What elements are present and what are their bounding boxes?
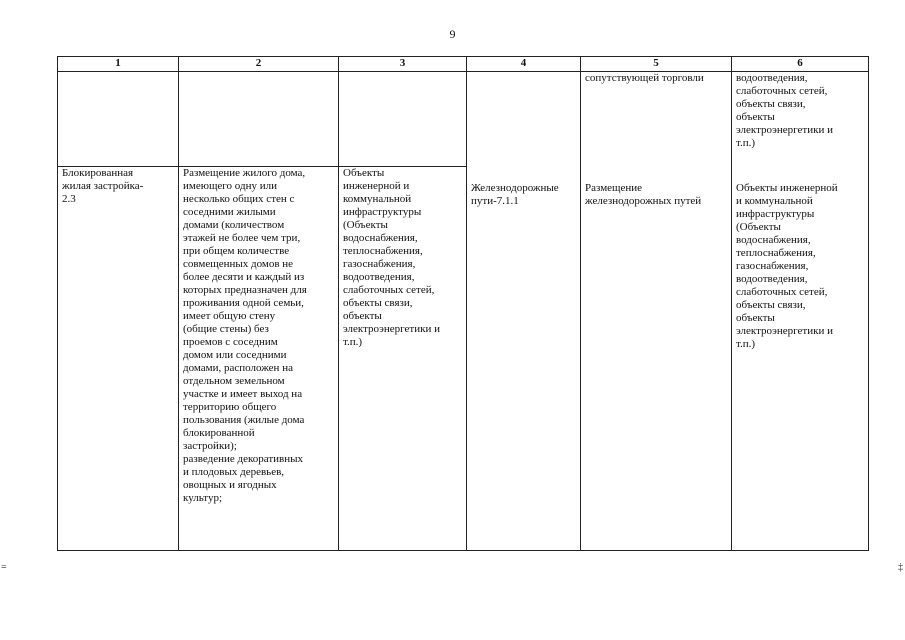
table-row-continuation (58, 72, 869, 167)
right-margin-mark: ‡ (898, 562, 903, 573)
table-header-row (58, 57, 869, 72)
cell-cont-3 (339, 72, 467, 167)
cell-cont-6-text: водоотведения, слаботочных сетей, объекты связи, объекты электроэнергетики и т.п.) (736, 72, 833, 149)
column-header-5: 5 (581, 57, 732, 72)
conditional-use-name: Железнодорожные пути-7.1.1 (471, 181, 559, 207)
column-header-6: 6 (732, 57, 869, 72)
cell-cont-5 (581, 72, 732, 167)
cell-main-2 (179, 167, 339, 551)
conditional-use-description: Размещение железнодорожных путей (585, 181, 702, 207)
cell-main-4 (467, 167, 581, 551)
table-row-main (58, 167, 869, 551)
permitted-objects: Объекты инженерной и коммунальной инфраструктуры (Объекты водоснабжения, теплоснабжения, газоснабжения, водоотведения, слаботочных сетей, объекты связи, объекты электроэнергетики и т.п.) (343, 167, 440, 348)
conditional-use-objects: Объекты инженерной и коммунальной инфраструктуры (Объекты водоснабжения, теплоснабжения, газоснабжения, водоотведения, слаботочных сетей, объекты связи, объекты электроэнергетики и т.п.) (736, 181, 838, 350)
land-use-table (57, 56, 869, 551)
left-margin-mark: = (1, 562, 7, 573)
column-header-1: 1 (58, 57, 179, 72)
cell-cont-5-text: сопутствующей торговли (585, 72, 704, 84)
page-number: 9 (449, 27, 456, 41)
cell-cont-2 (179, 72, 339, 167)
cell-cont-4 (467, 72, 581, 167)
column-header-3: 3 (339, 57, 467, 72)
column-header-4: 4 (467, 57, 581, 72)
cell-main-5 (581, 167, 732, 551)
column-header-2: 2 (179, 57, 339, 72)
cell-cont-1 (58, 72, 179, 167)
zone-type-name: Блокированная жилая застройка- 2.3 (62, 167, 144, 205)
cell-main-6 (732, 167, 869, 551)
zone-type-description: Размещение жилого дома, имеющего одну или несколько общих стен с соседними жилыми домами (количеством этажей не более чем три, при общем количестве совмещенных домов не более десяти и каждый из которых предназначен для проживания одной семьи, имеет общую стену (общие стены) без проемов с соседним домом или соседними домами, расположен на отдельном земельном участке и имеет выход на территорию общего пользования (жилые дома блокированной застройки); разведение декоративных и плодовых деревьев, овощных и ягодных культур; (183, 167, 307, 504)
cell-cont-6 (732, 72, 869, 167)
cell-main-3 (339, 167, 467, 551)
cell-main-1 (58, 167, 179, 551)
